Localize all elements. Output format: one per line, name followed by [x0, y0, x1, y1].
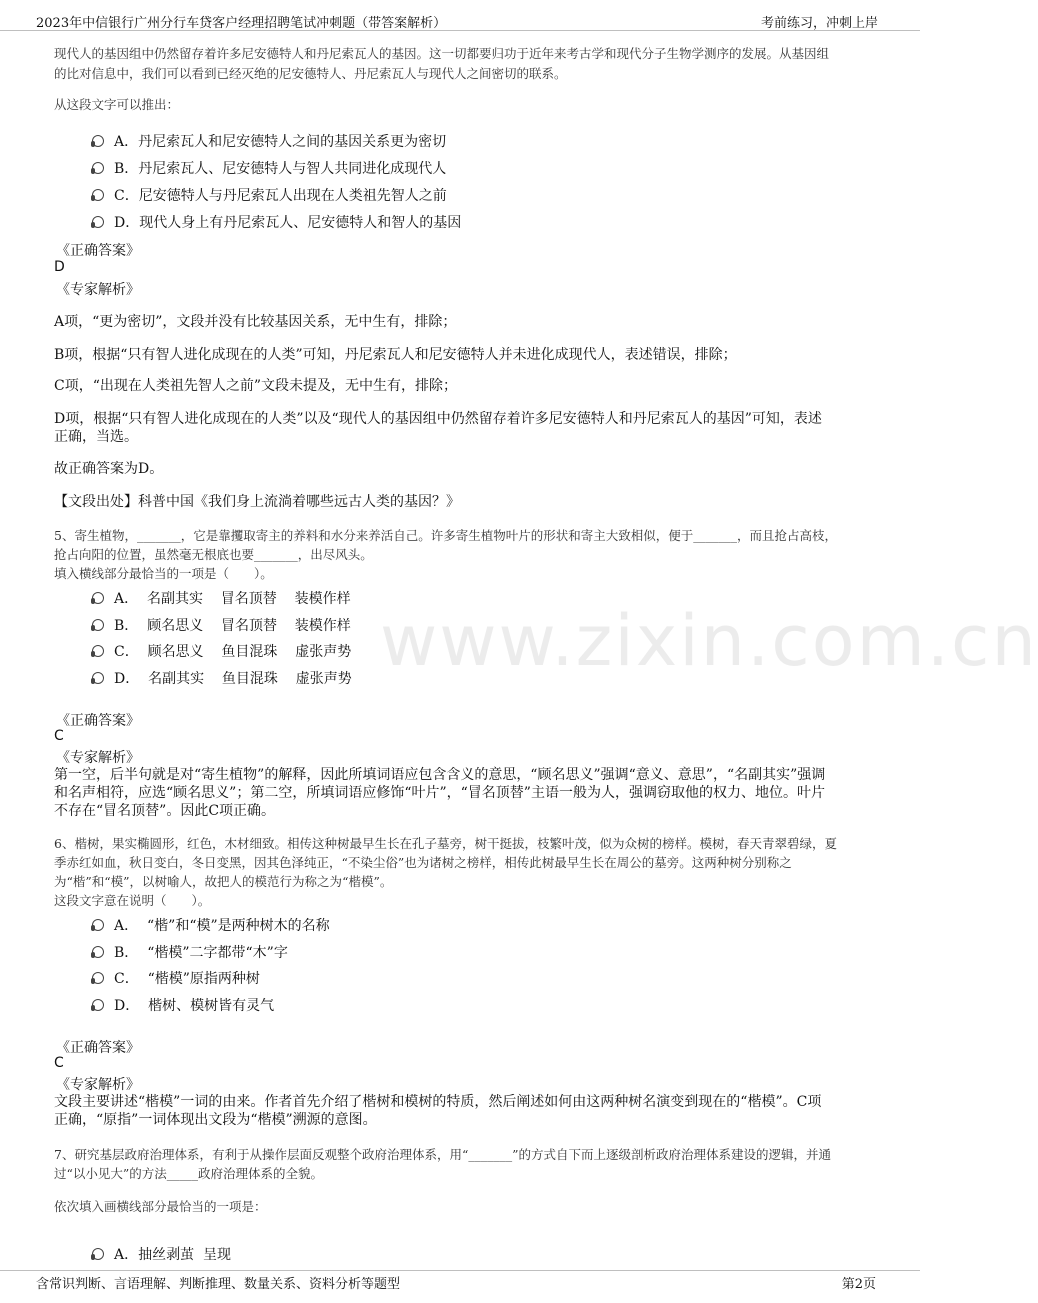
option-label: A． 名副其实 冒名顶替 装模作样: [114, 591, 351, 607]
radio-icon[interactable]: [92, 999, 104, 1011]
q5-stem-line1: 5、寄生植物，_______，它是靠攫取寄主的养料和水分来养活自己。许多寄生植物叶片的形状和寄主大致相似，便于_______，而且抢占高枝，: [54, 528, 837, 543]
q4-analysis-d: D项，根据“只有智人进化成现在的人类”以及“现代人的基因组中仍然留存着许多尼安德特人和丹尼索瓦人的基因”可知，表述: [54, 411, 822, 427]
q4-analysis-a: A项，“更为密切”，文段并没有比较基因关系，无中生有，排除；: [54, 314, 457, 330]
q7-option-a[interactable]: [92, 1244, 231, 1264]
q6-analysis-label: 《专家解析》: [56, 1077, 140, 1093]
q6-analysis-line1: 文段主要讲述“楷模”一词的由来。作者首先介绍了楷树和模树的特质，然后阐述如何由这两种树名演变到现在的“楷模”。C项: [54, 1094, 822, 1110]
option-label: D． 楷树、模树皆有灵气: [114, 998, 275, 1014]
q4-option-b[interactable]: [92, 158, 446, 178]
q4-passage-line2: 的比对信息中，我们可以看到已经灭绝的尼安德特人、丹尼索瓦人与现代人之间密切的联系。: [54, 66, 567, 81]
option-label: B． “楷模”二字都带“木”字: [114, 945, 288, 961]
q5-option-d[interactable]: [92, 668, 352, 688]
radio-icon[interactable]: [92, 135, 104, 147]
option-label: C． 顾名思义 鱼目混珠 虚张声势: [114, 644, 352, 660]
option-label: B． 顾名思义 冒名顶替 装模作样: [114, 618, 351, 634]
q4-passage-line1: 现代人的基因组中仍然留存着许多尼安德特人和丹尼索瓦人的基因。这一切都要归功于近年来考古学和现代分子生物学测序的发展。从基因组: [54, 46, 830, 61]
q7-stem-line2: 过“以小见大”的方法_____政府治理体系的全貌。: [54, 1166, 324, 1181]
radio-icon[interactable]: [92, 162, 104, 174]
radio-icon[interactable]: [92, 919, 104, 931]
radio-icon[interactable]: [92, 592, 104, 604]
radio-icon[interactable]: [92, 645, 104, 657]
option-label: D． 名副其实 鱼目混珠 虚张声势: [114, 671, 352, 687]
q5-option-b[interactable]: [92, 615, 351, 635]
q4-conclusion: 故正确答案为D。: [54, 461, 164, 477]
q4-analysis-d-cont: 正确，当选。: [54, 429, 138, 445]
q5-analysis-line3: 不存在“冒名顶替”。因此C项正确。: [54, 803, 276, 819]
header-title: 2023年中信银行广州分行车贷客户经理招聘笔试冲刺题（带答案解析）: [36, 16, 447, 31]
radio-icon[interactable]: [92, 216, 104, 228]
option-label: A．丹尼索瓦人和尼安德特人之间的基因关系更为密切: [114, 134, 447, 150]
q4-answer-label: 《正确答案》: [56, 243, 140, 259]
q4-prompt: 从这段文字可以推出：: [54, 97, 180, 112]
q5-answer: C: [54, 728, 64, 744]
q4-analysis-b: B项，根据“只有智人进化成现在的人类”可知，丹尼索瓦人和尼安德特人并未进化成现代人，表述错误，排除；: [54, 347, 737, 363]
q4-source: 【文段出处】科普中国《我们身上流淌着哪些远古人类的基因？》: [54, 494, 460, 510]
radio-icon[interactable]: [92, 972, 104, 984]
option-label: A．抽丝剥茧 呈现: [114, 1247, 232, 1263]
q4-analysis-label: 《专家解析》: [56, 282, 140, 298]
q6-option-b[interactable]: [92, 942, 288, 962]
radio-icon[interactable]: [92, 946, 104, 958]
option-label: D．现代人身上有丹尼索瓦人、尼安德特人和智人的基因: [114, 215, 462, 231]
radio-icon[interactable]: [92, 672, 104, 684]
q6-stem-line2: 季赤红如血，秋日变白，冬日变黑，因其色泽纯正，“不染尘俗”也为诸树之榜样，相传此树最早生长在周公的墓旁。这两种树分别称之: [54, 855, 792, 870]
q6-option-c[interactable]: [92, 968, 260, 988]
page-header: [0, 0, 920, 31]
q4-option-a[interactable]: [92, 131, 446, 151]
q6-answer-label: 《正确答案》: [56, 1040, 140, 1056]
q6-option-a[interactable]: [92, 915, 330, 935]
header-slogan: 考前练习，冲刺上岸: [760, 16, 878, 31]
q6-answer: C: [54, 1055, 64, 1071]
q5-prompt: 填入横线部分最恰当的一项是（ ）。: [54, 566, 273, 581]
q4-analysis-c: C项，“出现在人类祖先智人之前”文段未提及，无中生有，排除；: [54, 378, 458, 394]
option-label: C．尼安德特人与丹尼索瓦人出现在人类祖先智人之前: [114, 188, 447, 204]
q6-prompt: 这段文字意在说明（ ）。: [54, 893, 211, 908]
radio-icon[interactable]: [92, 619, 104, 631]
watermark: www.zixin.com.cn: [380, 600, 1038, 682]
q5-option-a[interactable]: [92, 588, 351, 608]
q6-stem-line1: 6、楷树，果实椭圆形，红色，木材细致。相传这种树最早生长在孔子墓旁，树干挺拔，枝繁叶茂，似为众树的榜样。模树，春天青翠碧绿，夏: [54, 836, 837, 851]
radio-icon[interactable]: [92, 189, 104, 201]
q6-option-d[interactable]: [92, 995, 274, 1015]
footer-topics: 含常识判断、言语理解、判断推理、数量关系、资料分析等题型: [36, 1277, 401, 1292]
radio-icon[interactable]: [92, 1248, 104, 1260]
option-label: B．丹尼索瓦人、尼安德特人与智人共同进化成现代人: [114, 161, 447, 177]
q6-analysis-line2: 正确，“原指”一词体现出文段为“楷模”溯源的意图。: [54, 1112, 377, 1128]
q5-analysis-line1: 第一空，后半句就是对“寄生植物”的解释，因此所填词语应包含含义的意思，“顾名思义”强调“意义、意思”，“名副其实”强调: [54, 767, 826, 783]
q5-option-c[interactable]: [92, 641, 351, 661]
option-label: A． “楷”和“模”是两种树木的名称: [114, 918, 330, 934]
q5-stem-line2: 抢占向阳的位置，虽然毫无根底也要_______，出尽风头。: [54, 547, 373, 562]
q5-answer-label: 《正确答案》: [56, 713, 140, 729]
q4-answer: D: [54, 259, 65, 275]
q7-prompt: 依次填入画横线部分最恰当的一项是：: [54, 1199, 267, 1214]
q5-analysis-label: 《专家解析》: [56, 750, 140, 766]
q6-stem-line3: 为“楷”和“模”，以树喻人，故把人的模范行为称之为“楷模”。: [54, 874, 393, 889]
q4-option-c[interactable]: [92, 185, 447, 205]
q4-option-d[interactable]: [92, 212, 461, 232]
page-footer: [0, 1270, 920, 1303]
q5-analysis-line2: 和名声相符，应选“顾名思义”；第二空，所填词语应修饰“叶片”，“冒名顶替”主语一般为人，强调窃取他的权力、地位。叶片: [54, 785, 825, 801]
page-number: 第2页: [841, 1277, 876, 1292]
q7-stem-line1: 7、研究基层政府治理体系，有利于从操作层面反观整个政府治理体系，用“_______”的方式自下而上逐级剖析政府治理体系建设的逻辑，并通: [54, 1147, 831, 1162]
option-label: C． “楷模”原指两种树: [114, 971, 260, 987]
